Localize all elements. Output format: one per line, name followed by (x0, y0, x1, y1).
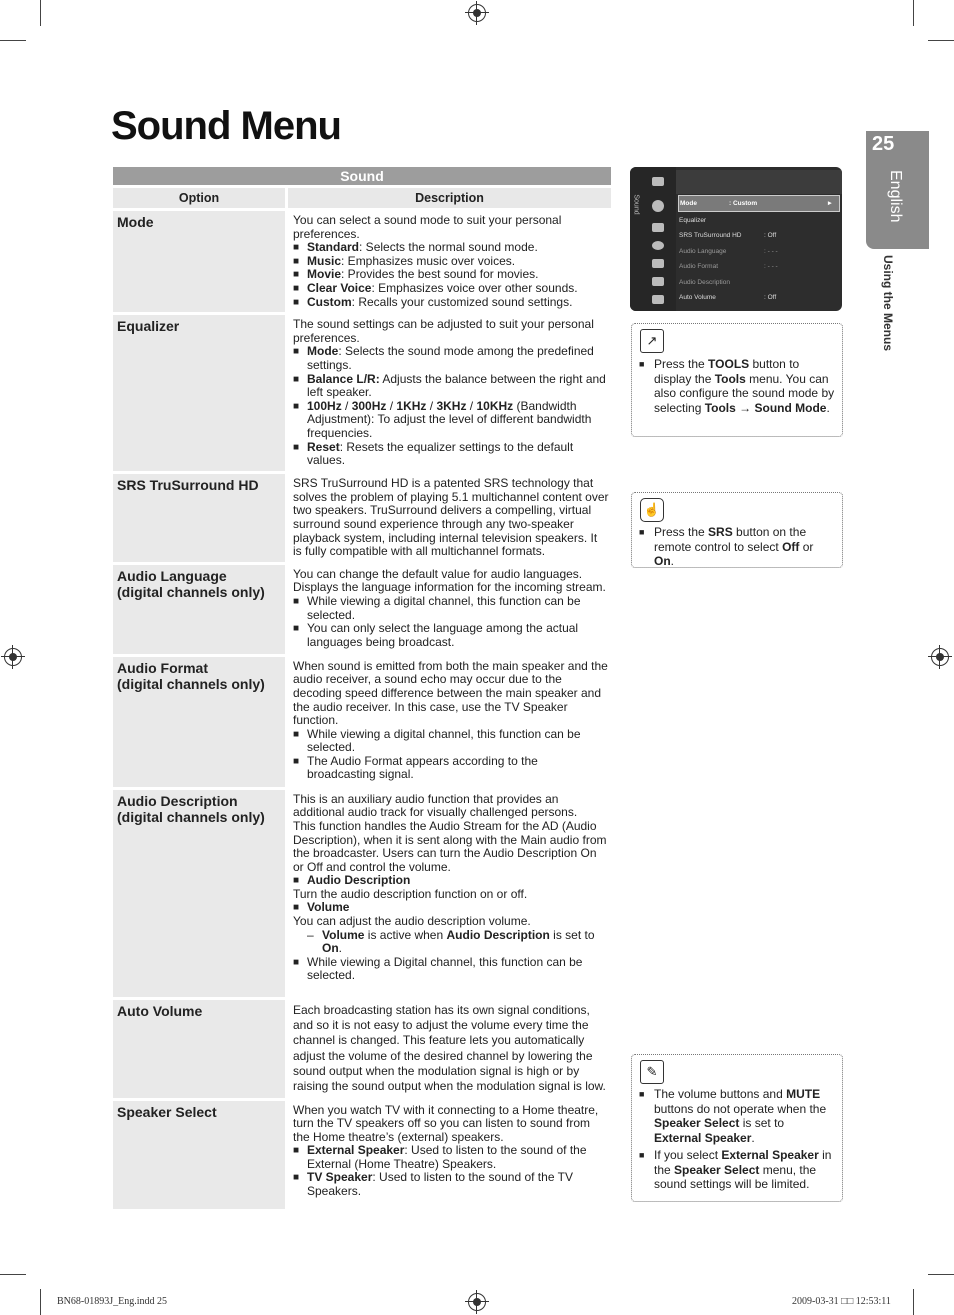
crop-mark (928, 1274, 954, 1275)
osd-sidebar (630, 167, 676, 311)
osd-side-label: Sound (632, 194, 640, 215)
footer-file: BN68-01893J_Eng.indd 25 (57, 1296, 167, 1307)
osd-sound-menu-screenshot (630, 167, 842, 311)
crop-mark (913, 1289, 914, 1315)
description-auto-volume: Each broadcasting station has its own signal conditions, and so it is not easy to adjust the volume every time the channel is changed. This feature lets you automatically adjust the volume of the desired channel by lowering the sound output when the modulation signal is high or by raising the sound output when the modulation signal is low. (293, 1002, 606, 1094)
column-header-option: Option (113, 188, 288, 208)
description-srs: SRS TruSurround HD is a patented SRS technology that solves the problem of playing 5.1 multichannel content over two speakers. TruSurround delivers a compelling, virtual surround sound experience through any two-speaker playback system, including internal television speakers. It is fully compatible with all multichannel formats. (293, 476, 609, 559)
table-row (113, 474, 611, 562)
setup-menu-icon (652, 241, 664, 250)
sound-menu-icon (652, 200, 664, 212)
description-audio-format: When sound is emitted from both the main speaker and the audio receiver, a sound echo may occur due to the decoding speed difference between the main speaker and the audio receiver. In this case, use the TV Speaker function. ■ While viewing a digital channel, this function can be selected. ■ The Audio Format appears according to the broadcasting signal. (288, 657, 611, 787)
table-row (113, 211, 611, 312)
footer-date: 2009-03-31 □□ 12:53:11 (792, 1296, 891, 1307)
input-menu-icon (652, 259, 664, 268)
channel-menu-icon (652, 223, 664, 232)
osd-row-audio-description: Audio Description (679, 279, 730, 286)
note-mute (631, 1054, 843, 1202)
description-mode: You can select a sound mode to suit your personal preferences. ■ Standard: Selects the normal sound mode. ■ Music: Emphasizes music over voices. ■ Movie: Provides the best sound for movies. ■ Clear Voice: Emphasizes voice over other sounds. ■ Custom: Recalls your customized sound settings. (288, 211, 611, 312)
crop-mark (928, 40, 954, 41)
osd-row-audio-language: Audio Language : - - - (679, 248, 778, 255)
crop-mark (913, 0, 914, 26)
note-mute-text-1: ■ The volume buttons and MUTE buttons do not operate when the Speaker Select is set to External Speaker. (632, 1087, 842, 1145)
sound-options-table (113, 164, 611, 1212)
registration-mark-icon (931, 648, 949, 666)
note-tools (631, 323, 843, 437)
option-auto-volume: Auto Volume (113, 1000, 288, 1098)
support-menu-icon (652, 295, 664, 304)
crop-mark (0, 40, 26, 41)
registration-mark-icon (4, 648, 22, 666)
crop-mark (40, 1289, 41, 1315)
osd-row-auto-volume: Auto Volume : Off (679, 294, 777, 301)
note-srs-text: ■ Press the SRS button on the remote control to select Off or On. (632, 525, 842, 569)
option-srs: SRS TruSurround HD (113, 474, 288, 562)
osd-title-bar (676, 170, 842, 194)
note-pen-icon: ✎ (640, 1060, 664, 1084)
table-row (113, 315, 611, 471)
table-row (113, 790, 611, 997)
table-row (113, 1000, 611, 1098)
table-row (113, 657, 611, 787)
tools-icon: ↗ (640, 329, 664, 353)
option-speaker-select: Speaker Select (113, 1101, 288, 1209)
registration-mark-icon (468, 4, 486, 22)
description-equalizer: The sound settings can be adjusted to suit your personal preferences. ■ Mode: Selects the sound mode among the predefined settings. ■ Balance L/R: Adjusts the balance between the right and left speaker. ■ 100Hz / 300Hz / 1KHz / 3KHz / 10KHz (Bandwidth Adjustment): To adjust the level of different bandwidth frequencies. ■ Reset: Resets the equalizer settings to the default values. (288, 315, 611, 471)
page-number: 25 (872, 133, 895, 155)
note-srs (631, 492, 843, 568)
table-row (113, 565, 611, 654)
option-mode: Mode (113, 211, 288, 312)
description-audio-description: This is an auxiliary audio function that provides an additional audio track for visually challenged persons. This function handles the Audio Stream for the AD (Audio Description), when it is sent along with the Main audio from the broadcaster. Users can turn the Audio Description On or Off and control the volume. ■ Audio Description Turn the audio description function on or off. ■ Volume You can adjust the audio description volume. – Volume is active when Audio Description is set to On. ■ While viewing a Digital channel, this function can be selected. (288, 790, 611, 997)
column-header-description: Description (288, 188, 611, 208)
registration-mark-icon (468, 1293, 486, 1311)
description-speaker-select: When you watch TV with it connecting to a Home theatre, turn the TV speakers off so you can listen to sound from the Home theatre’s (external) speakers. ■ External Speaker: Used to listen to the sound of the External (Home Theatre) Speakers. ■ TV Speaker: Used to listen to the sound of the TV Speakers. (288, 1101, 611, 1209)
option-equalizer: Equalizer (113, 315, 288, 471)
application-menu-icon (652, 277, 664, 286)
note-mute-text-2: ■ If you select External Speaker in the Speaker Select menu, the sound settings will be limited. (632, 1148, 842, 1192)
option-audio-description: Audio Description (digital channels only) (113, 790, 288, 997)
option-audio-language: Audio Language (digital channels only) (113, 565, 288, 654)
option-audio-format: Audio Format (digital channels only) (113, 657, 288, 787)
osd-row-srs: SRS TruSurround HD : Off (679, 232, 777, 239)
remote-hand-icon: ☝ (640, 498, 664, 522)
osd-row-equalizer: Equalizer (679, 217, 707, 224)
osd-row-audio-format: Audio Format : - - - (679, 263, 778, 270)
crop-mark (40, 0, 41, 26)
table-row (113, 1101, 611, 1209)
table-caption: Sound (113, 167, 611, 185)
language-label: English (887, 170, 904, 223)
crop-mark (0, 1274, 26, 1275)
note-tools-text: ■ Press the TOOLS button to display the Tools menu. You can also configure the sound mode by selecting Tools → Sound Mode. (632, 357, 842, 415)
osd-row-mode: Mode : Custom ► (678, 195, 840, 212)
page-title: Sound Menu (111, 104, 341, 148)
description-audio-language: You can change the default value for audio languages. Displays the language information for the incoming stream. ■ While viewing a digital channel, this function can be selected. ■ You can only select the language among the actual languages being broadcast. (288, 565, 611, 654)
chapter-label: Using the Menus (881, 254, 895, 351)
picture-menu-icon (652, 177, 664, 186)
